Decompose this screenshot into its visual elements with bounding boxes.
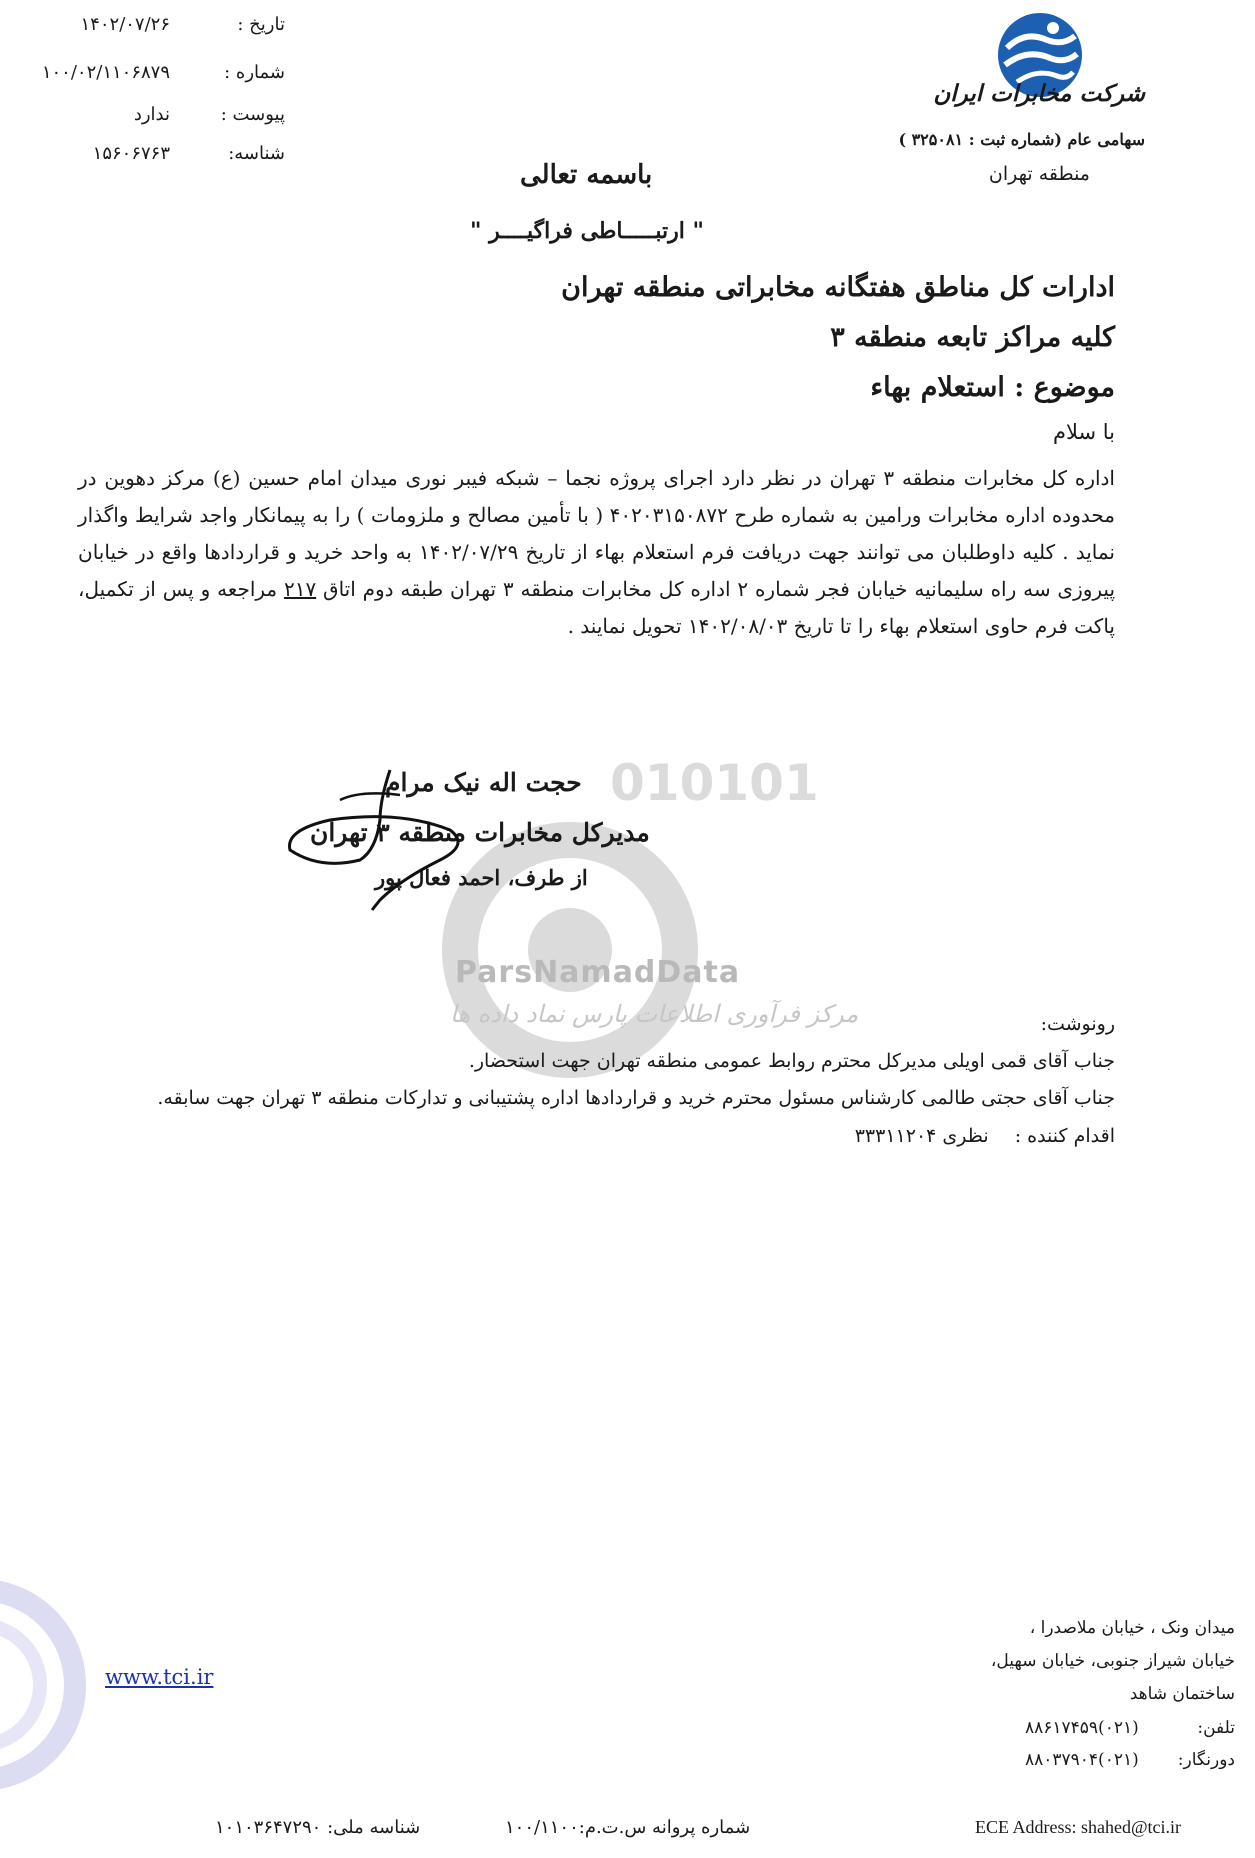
signer-name: حجت اله نیک مرام [385,768,582,797]
action-value: نظری ۳۳۳۱۱۲۰۴ [854,1125,989,1147]
national-id: شناسه ملی: ۱۰۱۰۳۶۴۷۲۹۰ [215,1817,421,1838]
bismillah-heading: باسمه تعالی [520,160,653,190]
date-value: ۱۴۰۲/۰۷/۲۶ [80,14,170,35]
date-label: تاریخ : [237,14,285,35]
phone-label: تلفن: [1197,1718,1235,1738]
license-number: شماره پروانه س.ت.م:۱۰۰/۱۱۰۰ [505,1817,751,1838]
fax-value: (۰۲۱)۸۸۰۳۷۹۰۴ [1025,1750,1139,1770]
attachment-value: ندارد [133,104,170,125]
id-row [20,143,285,175]
handwritten-signature [280,760,480,920]
action-by [855,1125,1115,1147]
id-label: شناسه: [228,143,285,164]
fax-label: دورنگار: [1177,1750,1235,1770]
number-label: شماره : [224,62,285,83]
id-value: ۱۵۶۰۶۷۶۳ [92,143,170,164]
footer-ring-decoration [0,1570,90,1800]
date-row [20,14,285,46]
subject-line: موضوع : استعلام بهاء [870,372,1115,403]
addressee-line-1: ادارات کل مناطق هفتگانه مخابراتی منطقه تهران [561,272,1115,303]
website-link[interactable]: www.tci.ir [105,1665,214,1689]
action-label: اقدام کننده : [1014,1125,1115,1147]
phone-value: (۰۲۱)۸۸۶۱۷۴۵۹ [1025,1718,1139,1738]
letter-body [78,460,1115,645]
body-part-1: اداره کل مخابرات منطقه ۳ تهران در نظر دارد اجرای پروژه نجما – شبکه فیبر نوری میدان امام حسین (ع) مرکز دهوین در محدوده اداره مخابرات ورامین به شماره طرح ۴۰۲۰۳۱۵۰۸۷۲ ( با تأمین مصالح و ملزومات ) را به پیمانکار واجد شرایط واگذار نماید . کلیه داوطلبان می توانند جهت دریافت فرم استعلام بهاء از تاریخ ۱۴۰۲/۰۷/۲۹ به واحد خرید و قراردادها واقع در خیابان پیروزی سه راه سلیمانیه خیابان فجر شماره ۲ اداره کل مخابرات منطقه ۳ تهران طبقه دوم اتاق [78,466,1116,601]
signer-title: مدیرکل مخابرات منطقه ۳ تهران [310,818,650,847]
company-name: شرکت مخابرات ایران [933,80,1145,107]
address-line-3: ساختمان شاهد [1129,1684,1235,1704]
attachment-label: پیوست : [220,104,285,125]
address-line-2: خیابان شیراز جنوبی، خیابان سهیل، [990,1651,1235,1671]
watermark-digits: 010101 [610,754,819,812]
region-name: منطقه تهران [988,163,1090,185]
address-line-1: میدان ونک ، خیابان ملاصدرا ، [1029,1618,1235,1638]
cc-line-1: جناب آقای قمی اویلی مدیرکل محترم روابط عمومی منطقه تهران جهت استحضار. [468,1050,1115,1072]
number-row [20,62,285,94]
watermark-subtitle: مرکز فرآوری اطلاعات پارس نماد داده ها [450,1000,859,1028]
slogan: " ارتبـــــاطی فراگیــــر " [470,218,704,244]
registration-number: سهامی عام (شماره ثبت : ۳۲۵۰۸۱ ) [898,130,1145,149]
on-behalf-of: از طرف، احمد فعال پور [375,865,588,890]
cc-title: رونوشت: [1040,1013,1115,1035]
room-number: ۲۱۷ [283,577,317,601]
attachment-row [20,104,285,136]
body-part-2: مراجعه و پس از تکمیل، پاکت فرم حاوی استعلام بهاء را تا تاریخ ۱۴۰۲/۰۸/۰۳ تحویل نمایند . [78,577,1115,638]
cc-line-2: جناب آقای حجتی طالمی کارشناس مسئول محترم خرید و قراردادها اداره پشتیبانی و تدارکات منطقه ۳ تهران جهت سابقه. [157,1087,1115,1109]
addressee-line-2: کلیه مراکز تابعه منطقه ۳ [830,322,1115,353]
number-value: ۱۰۰/۰۲/۱۱۰۶۸۷۹ [41,62,170,83]
watermark-name: ParsNamadData [455,955,741,990]
greeting: با سلام [1052,420,1115,444]
ece-address: ECE Address: shahed@tci.ir [975,1817,1182,1837]
